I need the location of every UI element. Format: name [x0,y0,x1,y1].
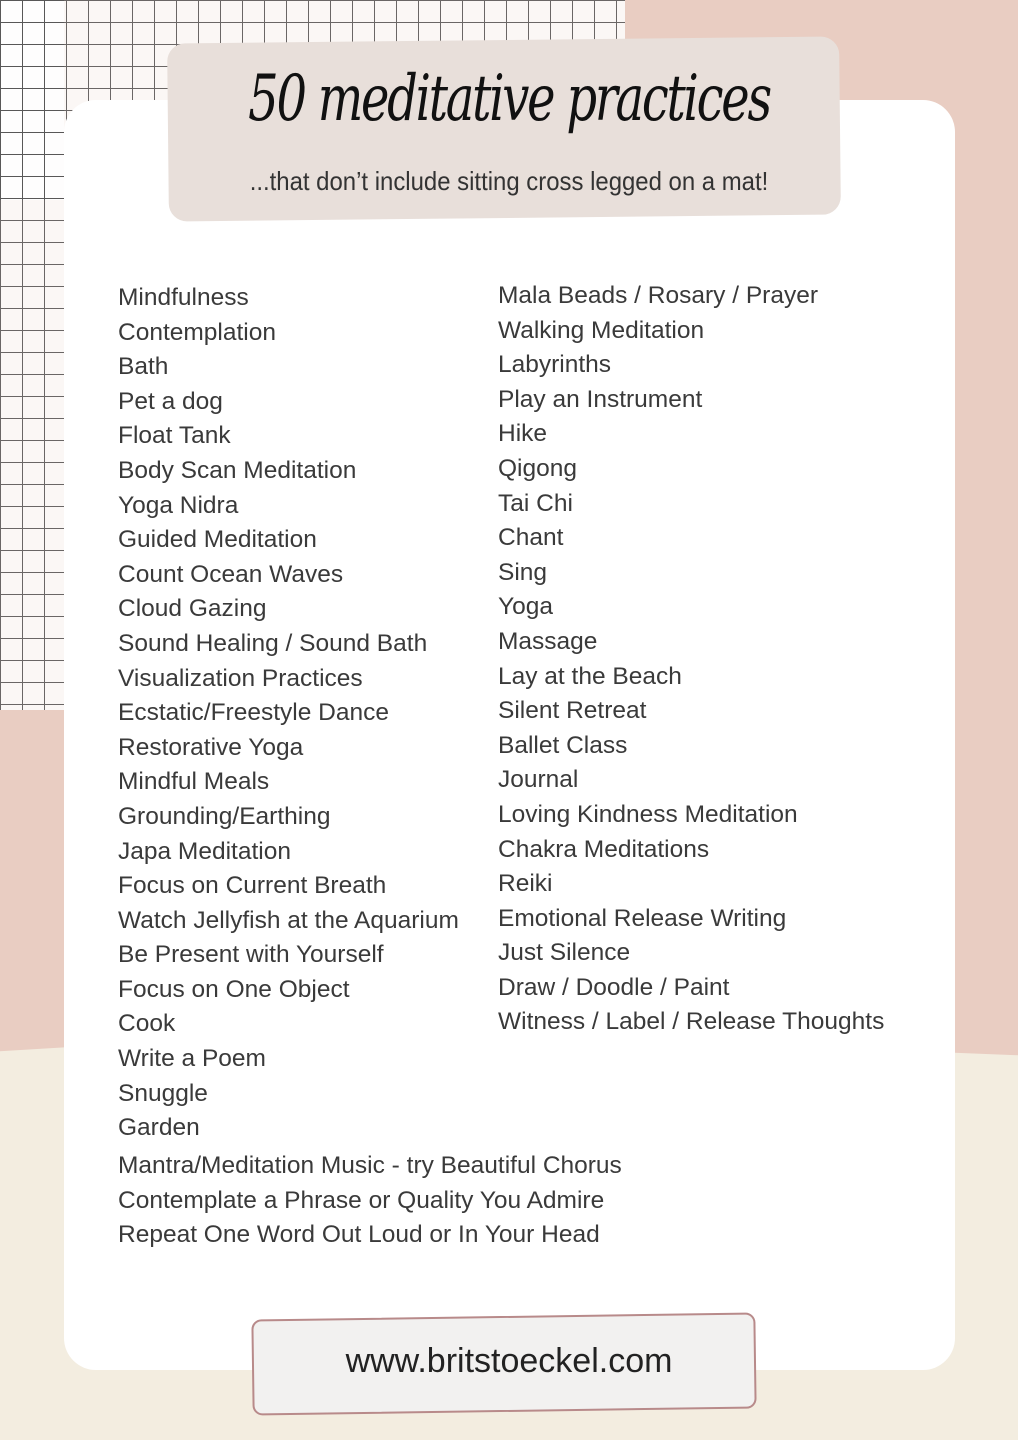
practice-item: Hike [498,420,548,448]
practice-item: Pet a dog [118,387,223,415]
practice-item: Reiki [498,870,553,898]
practice-item: Mala Beads / Rosary / Prayer [498,282,818,309]
practice-item: Mindful Meals [118,768,270,796]
practice-item: Cloud Gazing [118,595,267,623]
practice-item: Japa Meditation [118,837,291,865]
practice-item: Just Silence [498,939,631,967]
practice-item: Cook [118,1010,176,1038]
practice-item: Focus on One Object [118,975,350,1003]
practice-item: Draw / Doodle / Paint [498,973,730,1001]
practice-item: Sing [498,558,548,586]
practice-item: Ecstatic/Freestyle Dance [118,699,389,727]
practice-item: Qigong [498,454,578,482]
page-subtitle: ...that don’t include sitting cross legged on a mat! [249,166,769,196]
practice-item: Journal [498,766,579,794]
practice-item: Watch Jellyfish at the Aquarium [118,906,459,934]
practice-item: Massage [498,627,598,655]
right-practice-list [498,279,884,1040]
practice-item: Play an Instrument [498,385,703,413]
practice-item: Labyrinths [498,351,612,379]
practice-item: Tai Chi [498,489,573,517]
practice-item: Grounding/Earthing [118,802,331,830]
practice-item: Contemplation [118,318,276,346]
practice-item: Sound Healing / Sound Bath [118,629,428,657]
practice-item: Bath [118,353,169,381]
practice-item: Guided Meditation [118,526,317,554]
practice-item: Write a Poem [118,1045,266,1073]
practice-item: Count Ocean Waves [118,560,344,588]
practice-item: Mindfulness [118,284,249,311]
practice-item: Yoga Nidra [118,491,239,519]
practice-item: Ballet Class [498,731,628,759]
practice-item: Silent Retreat [498,697,647,725]
practice-item: Emotional Release Writing [498,904,787,932]
practice-item: Loving Kindness Meditation [498,800,798,828]
practice-item: Visualization Practices [118,664,363,692]
practice-item: Snuggle [118,1079,208,1107]
practice-item: Mantra/Meditation Music - try Beautiful Chorus [118,1152,622,1179]
practice-item: Float Tank [118,422,231,450]
grid-paper-decoration-side [0,0,64,710]
practice-item: Repeat One Word Out Loud or In Your Head [118,1221,600,1249]
practice-item: Lay at the Beach [498,662,682,690]
practice-item: Garden [118,1114,200,1142]
practice-item: Witness / Label / Release Thoughts [498,1008,885,1036]
website-link[interactable]: www.britstoeckel.com [345,1342,673,1380]
practice-item: Restorative Yoga [118,733,304,761]
practice-item: Walking Meditation [498,316,705,344]
left-practice-list [118,281,459,1146]
practice-item: Focus on Current Breath [118,872,387,900]
practice-item: Chakra Meditations [498,835,710,863]
practice-item: Contemplate a Phrase or Quality You Admire [118,1186,605,1214]
extra-practice-list [118,1149,622,1253]
practice-item: Yoga [498,593,553,621]
practice-item: Be Present with Yourself [118,941,384,969]
practice-item: Body Scan Meditation [118,456,357,484]
practice-item: Chant [498,524,564,552]
page-title: 50 meditative practices [248,62,770,136]
